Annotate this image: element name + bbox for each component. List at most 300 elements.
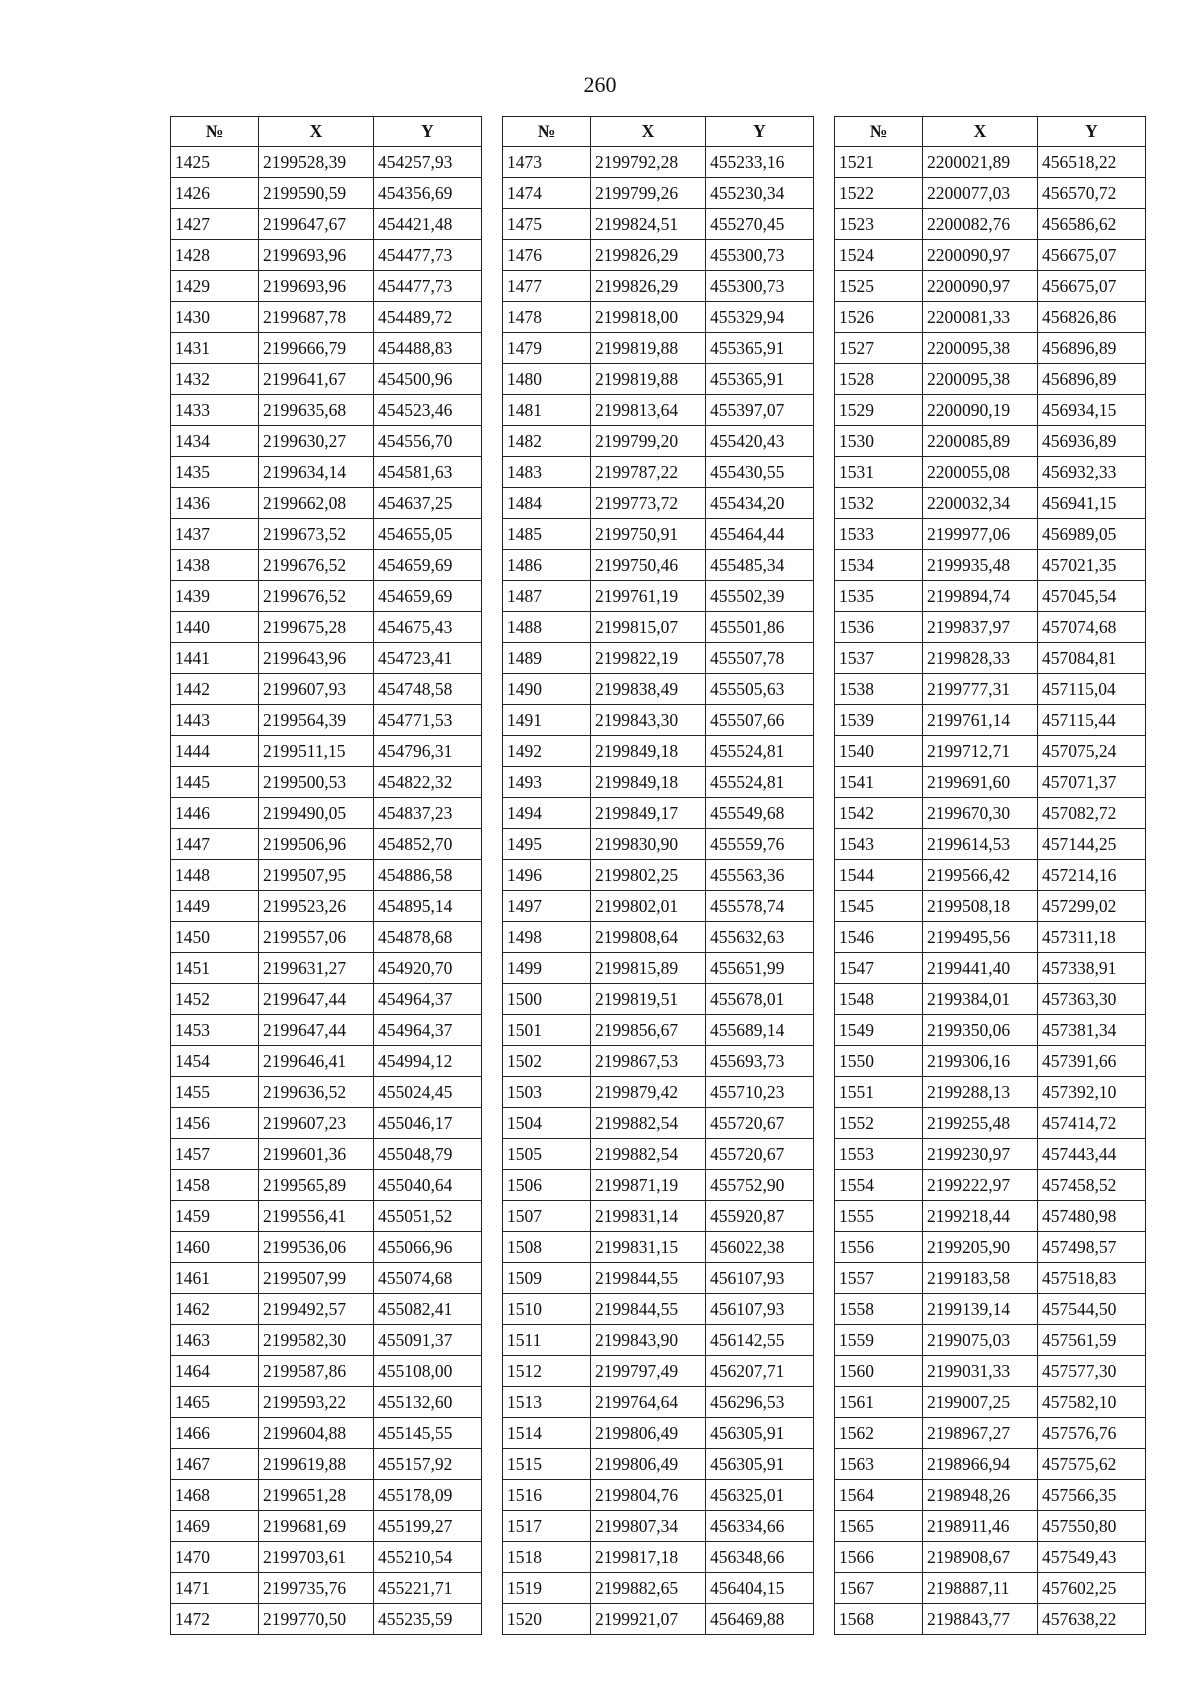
header-row xyxy=(171,117,482,147)
cell-y: 455199,27 xyxy=(374,1511,482,1542)
cell-number: 1431 xyxy=(171,333,259,364)
table-row xyxy=(503,1077,814,1108)
cell-x: 2199630,27 xyxy=(259,426,374,457)
cell-number: 1540 xyxy=(835,736,923,767)
cell-x: 2199879,42 xyxy=(591,1077,706,1108)
table-row xyxy=(503,1325,814,1356)
cell-number: 1511 xyxy=(503,1325,591,1356)
cell-x: 2199635,68 xyxy=(259,395,374,426)
table-row xyxy=(503,860,814,891)
cell-y: 455524,81 xyxy=(706,767,814,798)
cell-number: 1516 xyxy=(503,1480,591,1511)
table-row xyxy=(171,860,482,891)
header-number: № xyxy=(171,117,259,147)
cell-x: 2199831,15 xyxy=(591,1232,706,1263)
table-row xyxy=(171,1480,482,1511)
table-row xyxy=(503,798,814,829)
cell-number: 1565 xyxy=(835,1511,923,1542)
cell-y: 455040,64 xyxy=(374,1170,482,1201)
cell-y: 455365,91 xyxy=(706,333,814,364)
cell-number: 1481 xyxy=(503,395,591,426)
cell-x: 2199507,95 xyxy=(259,860,374,891)
cell-number: 1563 xyxy=(835,1449,923,1480)
cell-number: 1493 xyxy=(503,767,591,798)
cell-number: 1494 xyxy=(503,798,591,829)
table-row xyxy=(171,1170,482,1201)
cell-x: 2199867,53 xyxy=(591,1046,706,1077)
cell-y: 457075,24 xyxy=(1038,736,1146,767)
cell-number: 1478 xyxy=(503,302,591,333)
cell-y: 455132,60 xyxy=(374,1387,482,1418)
cell-y: 456334,66 xyxy=(706,1511,814,1542)
cell-y: 456022,38 xyxy=(706,1232,814,1263)
header-x: X xyxy=(923,117,1038,147)
cell-x: 2199799,20 xyxy=(591,426,706,457)
cell-y: 457338,91 xyxy=(1038,953,1146,984)
table-row xyxy=(503,581,814,612)
table-row xyxy=(171,333,482,364)
cell-y: 455720,67 xyxy=(706,1108,814,1139)
cell-y: 457566,35 xyxy=(1038,1480,1146,1511)
cell-number: 1454 xyxy=(171,1046,259,1077)
cell-number: 1463 xyxy=(171,1325,259,1356)
cell-x: 2199500,53 xyxy=(259,767,374,798)
cell-number: 1527 xyxy=(835,333,923,364)
cell-y: 455710,23 xyxy=(706,1077,814,1108)
cell-number: 1537 xyxy=(835,643,923,674)
cell-y: 456404,15 xyxy=(706,1573,814,1604)
cell-y: 457381,34 xyxy=(1038,1015,1146,1046)
cell-number: 1457 xyxy=(171,1139,259,1170)
cell-number: 1445 xyxy=(171,767,259,798)
cell-y: 456896,89 xyxy=(1038,333,1146,364)
header-x: X xyxy=(259,117,374,147)
cell-y: 454964,37 xyxy=(374,1015,482,1046)
cell-number: 1448 xyxy=(171,860,259,891)
cell-number: 1530 xyxy=(835,426,923,457)
cell-number: 1450 xyxy=(171,922,259,953)
table-row xyxy=(835,271,1146,302)
cell-x: 2200090,97 xyxy=(923,271,1038,302)
table-row xyxy=(171,984,482,1015)
cell-y: 455157,92 xyxy=(374,1449,482,1480)
cell-y: 454659,69 xyxy=(374,550,482,581)
cell-number: 1531 xyxy=(835,457,923,488)
table-row xyxy=(171,1449,482,1480)
table-row xyxy=(835,550,1146,581)
cell-x: 2199492,57 xyxy=(259,1294,374,1325)
table-row xyxy=(171,922,482,953)
table-row xyxy=(171,829,482,860)
cell-y: 456207,71 xyxy=(706,1356,814,1387)
table-row xyxy=(835,1604,1146,1635)
cell-y: 457144,25 xyxy=(1038,829,1146,860)
cell-x: 2199523,26 xyxy=(259,891,374,922)
cell-y: 454748,58 xyxy=(374,674,482,705)
table-row xyxy=(835,1015,1146,1046)
cell-y: 456936,89 xyxy=(1038,426,1146,457)
coordinate-table-1 xyxy=(170,116,482,1635)
cell-y: 455048,79 xyxy=(374,1139,482,1170)
table-row xyxy=(503,705,814,736)
table-row xyxy=(171,798,482,829)
cell-number: 1566 xyxy=(835,1542,923,1573)
cell-number: 1536 xyxy=(835,612,923,643)
cell-number: 1518 xyxy=(503,1542,591,1573)
cell-number: 1476 xyxy=(503,240,591,271)
cell-x: 2199935,48 xyxy=(923,550,1038,581)
cell-y: 454994,12 xyxy=(374,1046,482,1077)
cell-number: 1520 xyxy=(503,1604,591,1635)
cell-number: 1432 xyxy=(171,364,259,395)
cell-number: 1427 xyxy=(171,209,259,240)
cell-x: 2199882,65 xyxy=(591,1573,706,1604)
table-row xyxy=(171,1263,482,1294)
table-row xyxy=(503,1418,814,1449)
cell-number: 1544 xyxy=(835,860,923,891)
cell-number: 1515 xyxy=(503,1449,591,1480)
table-row xyxy=(835,1325,1146,1356)
cell-y: 455046,17 xyxy=(374,1108,482,1139)
cell-x: 2198843,77 xyxy=(923,1604,1038,1635)
cell-x: 2199882,54 xyxy=(591,1139,706,1170)
cell-number: 1429 xyxy=(171,271,259,302)
cell-number: 1497 xyxy=(503,891,591,922)
cell-y: 455091,37 xyxy=(374,1325,482,1356)
cell-number: 1524 xyxy=(835,240,923,271)
cell-y: 457084,81 xyxy=(1038,643,1146,674)
cell-number: 1443 xyxy=(171,705,259,736)
cell-number: 1545 xyxy=(835,891,923,922)
cell-number: 1451 xyxy=(171,953,259,984)
cell-number: 1486 xyxy=(503,550,591,581)
cell-number: 1465 xyxy=(171,1387,259,1418)
cell-x: 2199536,06 xyxy=(259,1232,374,1263)
cell-number: 1529 xyxy=(835,395,923,426)
cell-x: 2200081,33 xyxy=(923,302,1038,333)
table-row xyxy=(503,1139,814,1170)
cell-x: 2199819,88 xyxy=(591,333,706,364)
table-row xyxy=(835,488,1146,519)
header-row xyxy=(503,117,814,147)
cell-x: 2199813,64 xyxy=(591,395,706,426)
cell-x: 2199761,14 xyxy=(923,705,1038,736)
cell-y: 457518,83 xyxy=(1038,1263,1146,1294)
cell-x: 2199843,30 xyxy=(591,705,706,736)
table-row xyxy=(503,612,814,643)
table-row xyxy=(171,767,482,798)
cell-x: 2199750,46 xyxy=(591,550,706,581)
coordinate-table-2 xyxy=(502,116,814,1635)
cell-number: 1455 xyxy=(171,1077,259,1108)
table-row xyxy=(835,1201,1146,1232)
cell-number: 1485 xyxy=(503,519,591,550)
cell-x: 2199288,13 xyxy=(923,1077,1038,1108)
cell-x: 2199777,31 xyxy=(923,674,1038,705)
cell-y: 454852,70 xyxy=(374,829,482,860)
cell-y: 457638,22 xyxy=(1038,1604,1146,1635)
cell-y: 457045,54 xyxy=(1038,581,1146,612)
cell-x: 2199564,39 xyxy=(259,705,374,736)
cell-number: 1496 xyxy=(503,860,591,891)
table-row xyxy=(171,302,482,333)
cell-x: 2199815,89 xyxy=(591,953,706,984)
cell-x: 2199826,29 xyxy=(591,271,706,302)
cell-x: 2199614,53 xyxy=(923,829,1038,860)
cell-number: 1550 xyxy=(835,1046,923,1077)
cell-x: 2198948,26 xyxy=(923,1480,1038,1511)
cell-y: 454964,37 xyxy=(374,984,482,1015)
table-row xyxy=(503,1511,814,1542)
table-row xyxy=(503,1263,814,1294)
table-row xyxy=(835,1170,1146,1201)
cell-number: 1564 xyxy=(835,1480,923,1511)
cell-y: 455024,45 xyxy=(374,1077,482,1108)
cell-y: 455210,54 xyxy=(374,1542,482,1573)
table-row xyxy=(835,922,1146,953)
cell-y: 454523,46 xyxy=(374,395,482,426)
cell-number: 1535 xyxy=(835,581,923,612)
cell-y: 457021,35 xyxy=(1038,550,1146,581)
cell-number: 1459 xyxy=(171,1201,259,1232)
cell-x: 2199007,25 xyxy=(923,1387,1038,1418)
cell-number: 1480 xyxy=(503,364,591,395)
table-row xyxy=(503,1108,814,1139)
cell-number: 1487 xyxy=(503,581,591,612)
cell-number: 1509 xyxy=(503,1263,591,1294)
cell-number: 1471 xyxy=(171,1573,259,1604)
cell-number: 1468 xyxy=(171,1480,259,1511)
table-row xyxy=(503,674,814,705)
cell-y: 457582,10 xyxy=(1038,1387,1146,1418)
cell-x: 2200077,03 xyxy=(923,178,1038,209)
table-row xyxy=(503,271,814,302)
cell-number: 1499 xyxy=(503,953,591,984)
cell-x: 2199844,55 xyxy=(591,1294,706,1325)
cell-number: 1504 xyxy=(503,1108,591,1139)
cell-x: 2199792,28 xyxy=(591,147,706,178)
cell-x: 2199666,79 xyxy=(259,333,374,364)
table-row xyxy=(835,1449,1146,1480)
table-row xyxy=(835,457,1146,488)
cell-number: 1437 xyxy=(171,519,259,550)
cell-x: 2199218,44 xyxy=(923,1201,1038,1232)
cell-x: 2199511,15 xyxy=(259,736,374,767)
table-row xyxy=(503,984,814,1015)
cell-y: 454477,73 xyxy=(374,240,482,271)
cell-y: 457443,44 xyxy=(1038,1139,1146,1170)
header-x: X xyxy=(591,117,706,147)
cell-y: 454356,69 xyxy=(374,178,482,209)
cell-x: 2199490,05 xyxy=(259,798,374,829)
cell-y: 457577,30 xyxy=(1038,1356,1146,1387)
table-row xyxy=(171,1294,482,1325)
cell-x: 2199306,16 xyxy=(923,1046,1038,1077)
cell-y: 454822,32 xyxy=(374,767,482,798)
cell-x: 2199806,49 xyxy=(591,1418,706,1449)
table-row xyxy=(171,1325,482,1356)
cell-x: 2199607,93 xyxy=(259,674,374,705)
cell-number: 1521 xyxy=(835,147,923,178)
cell-x: 2200085,89 xyxy=(923,426,1038,457)
cell-number: 1525 xyxy=(835,271,923,302)
cell-x: 2200095,38 xyxy=(923,364,1038,395)
cell-number: 1505 xyxy=(503,1139,591,1170)
cell-x: 2199507,99 xyxy=(259,1263,374,1294)
cell-x: 2199764,64 xyxy=(591,1387,706,1418)
cell-number: 1554 xyxy=(835,1170,923,1201)
cell-x: 2199646,41 xyxy=(259,1046,374,1077)
cell-x: 2199582,30 xyxy=(259,1325,374,1356)
cell-number: 1561 xyxy=(835,1387,923,1418)
cell-y: 455720,67 xyxy=(706,1139,814,1170)
cell-y: 456107,93 xyxy=(706,1263,814,1294)
cell-y: 455329,94 xyxy=(706,302,814,333)
table-row xyxy=(171,426,482,457)
cell-y: 456932,33 xyxy=(1038,457,1146,488)
table-row xyxy=(503,767,814,798)
cell-number: 1548 xyxy=(835,984,923,1015)
cell-y: 455752,90 xyxy=(706,1170,814,1201)
cell-x: 2199894,74 xyxy=(923,581,1038,612)
cell-x: 2199687,78 xyxy=(259,302,374,333)
cell-x: 2199871,19 xyxy=(591,1170,706,1201)
cell-x: 2199815,07 xyxy=(591,612,706,643)
cell-number: 1546 xyxy=(835,922,923,953)
cell-number: 1490 xyxy=(503,674,591,705)
cell-x: 2199587,86 xyxy=(259,1356,374,1387)
table-row xyxy=(503,1604,814,1635)
table-row xyxy=(835,1294,1146,1325)
cell-x: 2199662,08 xyxy=(259,488,374,519)
cell-x: 2199183,58 xyxy=(923,1263,1038,1294)
cell-x: 2199819,51 xyxy=(591,984,706,1015)
cell-number: 1533 xyxy=(835,519,923,550)
cell-y: 454257,93 xyxy=(374,147,482,178)
cell-x: 2199230,97 xyxy=(923,1139,1038,1170)
cell-number: 1562 xyxy=(835,1418,923,1449)
cell-x: 2200055,08 xyxy=(923,457,1038,488)
cell-y: 455434,20 xyxy=(706,488,814,519)
table-row xyxy=(835,736,1146,767)
table-row xyxy=(835,1263,1146,1294)
table-row xyxy=(503,1480,814,1511)
table-row xyxy=(171,395,482,426)
cell-y: 455233,16 xyxy=(706,147,814,178)
cell-y: 457480,98 xyxy=(1038,1201,1146,1232)
table-row xyxy=(171,736,482,767)
cell-x: 2199797,49 xyxy=(591,1356,706,1387)
cell-number: 1517 xyxy=(503,1511,591,1542)
table-row xyxy=(171,1604,482,1635)
cell-y: 455108,00 xyxy=(374,1356,482,1387)
table-row xyxy=(503,829,814,860)
table-row xyxy=(171,147,482,178)
cell-x: 2199693,96 xyxy=(259,240,374,271)
cell-number: 1559 xyxy=(835,1325,923,1356)
cell-y: 455230,34 xyxy=(706,178,814,209)
cell-number: 1479 xyxy=(503,333,591,364)
table-row xyxy=(171,1511,482,1542)
cell-number: 1498 xyxy=(503,922,591,953)
cell-y: 455563,36 xyxy=(706,860,814,891)
table-row xyxy=(171,519,482,550)
table-row xyxy=(503,953,814,984)
table-row xyxy=(835,984,1146,1015)
cell-y: 455430,55 xyxy=(706,457,814,488)
cell-y: 454655,05 xyxy=(374,519,482,550)
cell-x: 2199802,25 xyxy=(591,860,706,891)
cell-y: 455464,44 xyxy=(706,519,814,550)
table-row xyxy=(171,209,482,240)
cell-y: 454895,14 xyxy=(374,891,482,922)
cell-number: 1560 xyxy=(835,1356,923,1387)
cell-y: 454675,43 xyxy=(374,612,482,643)
cell-y: 455145,55 xyxy=(374,1418,482,1449)
header-y: Y xyxy=(706,117,814,147)
cell-y: 454723,41 xyxy=(374,643,482,674)
cell-x: 2200090,19 xyxy=(923,395,1038,426)
header-y: Y xyxy=(1038,117,1146,147)
cell-y: 457561,59 xyxy=(1038,1325,1146,1356)
cell-x: 2199856,67 xyxy=(591,1015,706,1046)
cell-x: 2199557,06 xyxy=(259,922,374,953)
cell-y: 456989,05 xyxy=(1038,519,1146,550)
cell-x: 2199799,26 xyxy=(591,178,706,209)
cell-x: 2199838,49 xyxy=(591,674,706,705)
table-row xyxy=(835,1387,1146,1418)
cell-y: 455501,86 xyxy=(706,612,814,643)
table-row xyxy=(835,1573,1146,1604)
table-row xyxy=(835,1511,1146,1542)
table-row xyxy=(835,829,1146,860)
cell-y: 457549,43 xyxy=(1038,1542,1146,1573)
cell-number: 1541 xyxy=(835,767,923,798)
table-row xyxy=(171,891,482,922)
cell-x: 2199837,97 xyxy=(923,612,1038,643)
cell-number: 1482 xyxy=(503,426,591,457)
cell-x: 2199681,69 xyxy=(259,1511,374,1542)
cell-x: 2200082,76 xyxy=(923,209,1038,240)
cell-x: 2199826,29 xyxy=(591,240,706,271)
table-row xyxy=(503,178,814,209)
cell-x: 2199703,61 xyxy=(259,1542,374,1573)
cell-number: 1556 xyxy=(835,1232,923,1263)
cell-x: 2199921,07 xyxy=(591,1604,706,1635)
cell-y: 457392,10 xyxy=(1038,1077,1146,1108)
cell-y: 456586,62 xyxy=(1038,209,1146,240)
cell-x: 2199528,39 xyxy=(259,147,374,178)
cell-x: 2199441,40 xyxy=(923,953,1038,984)
cell-x: 2199647,67 xyxy=(259,209,374,240)
cell-number: 1526 xyxy=(835,302,923,333)
cell-y: 456675,07 xyxy=(1038,271,1146,302)
cell-y: 455235,59 xyxy=(374,1604,482,1635)
table-row xyxy=(835,1418,1146,1449)
table-row xyxy=(503,1449,814,1480)
cell-number: 1503 xyxy=(503,1077,591,1108)
table-row xyxy=(503,891,814,922)
cell-y: 457576,76 xyxy=(1038,1418,1146,1449)
cell-x: 2199849,17 xyxy=(591,798,706,829)
cell-y: 457458,52 xyxy=(1038,1170,1146,1201)
cell-x: 2200021,89 xyxy=(923,147,1038,178)
cell-y: 456142,55 xyxy=(706,1325,814,1356)
table-row xyxy=(171,705,482,736)
cell-x: 2200095,38 xyxy=(923,333,1038,364)
cell-number: 1469 xyxy=(171,1511,259,1542)
cell-x: 2199647,44 xyxy=(259,984,374,1015)
